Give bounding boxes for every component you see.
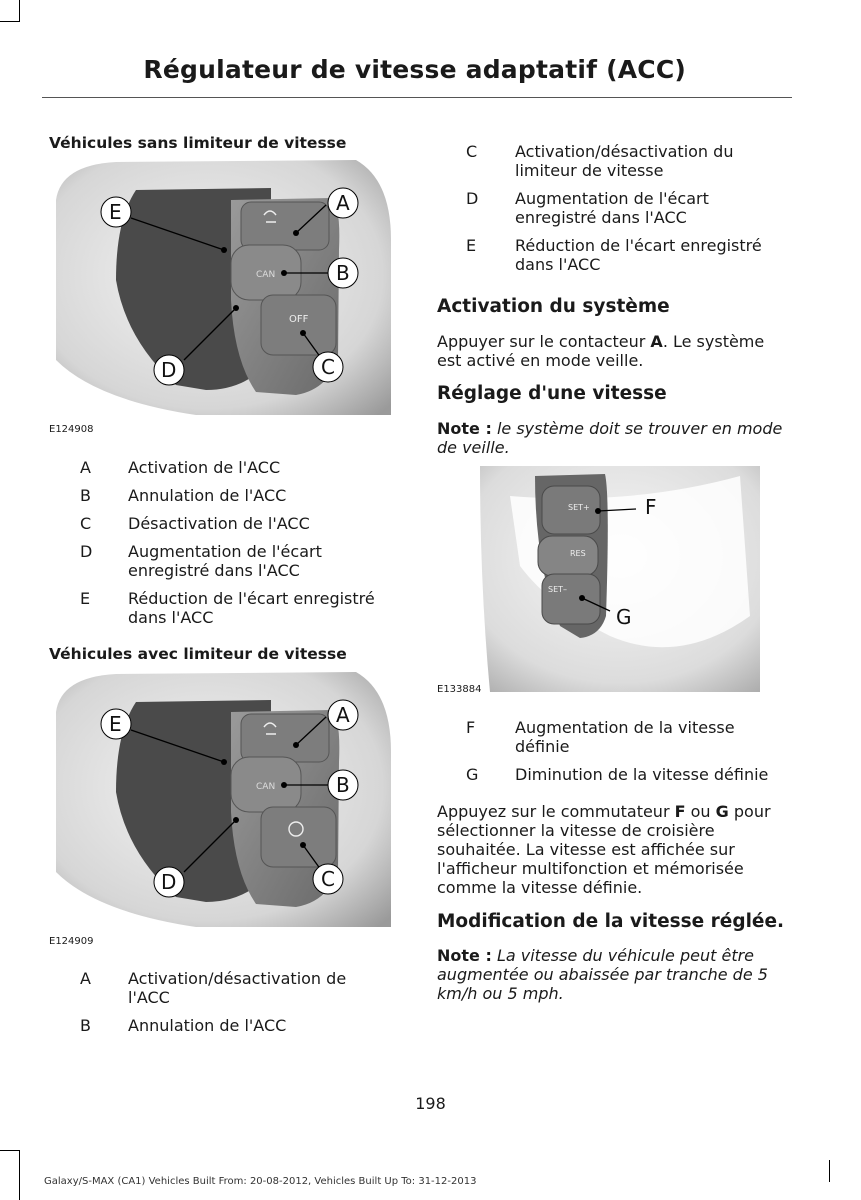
activation-text: Appuyer sur le contacteur A. Le système est activé en mode veille. bbox=[437, 332, 765, 370]
title-rule bbox=[42, 97, 792, 98]
fig1-label-d: D bbox=[161, 358, 177, 382]
fig3-label-g: G bbox=[616, 605, 632, 629]
crop-mark bbox=[0, 1150, 20, 1151]
fig3-label-f: F bbox=[645, 495, 657, 519]
section-heading-sans-limiteur: Véhicules sans limiteur de vitesse bbox=[49, 134, 347, 152]
fig2-label-d: D bbox=[161, 870, 177, 894]
section-heading-avec-limiteur: Véhicules avec limiteur de vitesse bbox=[49, 645, 347, 663]
note-standby: Note : le système doit se trouver en mode de veille. bbox=[437, 419, 783, 457]
fig2-label-e: E bbox=[109, 712, 122, 736]
page-number: 198 bbox=[415, 1094, 446, 1113]
section-heading-modification: Modification de la vitesse réglée. bbox=[437, 911, 785, 932]
figure-caption: E124908 bbox=[49, 424, 94, 435]
fig2-label-c: C bbox=[321, 867, 335, 891]
note-increment: Note : La vitesse du véhicule peut être augmentée ou abaissée par tranche de 5 km/h ou 5 mph. bbox=[437, 946, 768, 1003]
figure-steering-controls-2 bbox=[56, 672, 391, 927]
fig1-label-b: B bbox=[336, 261, 350, 285]
page-title: Régulateur de vitesse adaptatif (ACC) bbox=[143, 55, 686, 84]
crop-mark bbox=[829, 1160, 830, 1182]
figure-steering-controls-1 bbox=[56, 160, 391, 415]
fig2-label-a: A bbox=[336, 703, 350, 727]
fig2-label-b: B bbox=[336, 773, 350, 797]
figure-set-res-controls bbox=[480, 466, 760, 692]
fig1-label-c: C bbox=[321, 355, 335, 379]
fig1-label-e: E bbox=[109, 200, 122, 224]
section-heading-activation: Activation du système bbox=[437, 296, 670, 317]
res-label: RES bbox=[570, 549, 586, 558]
footer: Galaxy/S-MAX (CA1) Vehicles Built From: 20-08-2012, Vehicles Built Up To: 31-12-2013 bbox=[44, 1176, 477, 1187]
can-label: CAN bbox=[256, 782, 276, 792]
set-minus-label: SET– bbox=[548, 585, 568, 594]
figure-caption: E133884 bbox=[437, 684, 482, 695]
section-heading-reglage: Réglage d'une vitesse bbox=[437, 383, 667, 404]
off-label: OFF bbox=[289, 314, 309, 325]
set-speed-paragraph: Appuyez sur le commutateur F ou G pour sélectionner la vitesse de croisière souhaitée. La vitesse est affichée sur l'afficheur multifonction et mémorisée comme la vitesse définie. bbox=[437, 802, 771, 897]
fig1-label-a: A bbox=[336, 191, 350, 215]
figure-caption: E124909 bbox=[49, 936, 94, 947]
crop-mark bbox=[19, 1150, 20, 1200]
crop-mark bbox=[0, 21, 20, 22]
crop-mark bbox=[19, 0, 20, 22]
set-plus-label: SET+ bbox=[568, 503, 590, 512]
can-label: CAN bbox=[256, 270, 276, 280]
